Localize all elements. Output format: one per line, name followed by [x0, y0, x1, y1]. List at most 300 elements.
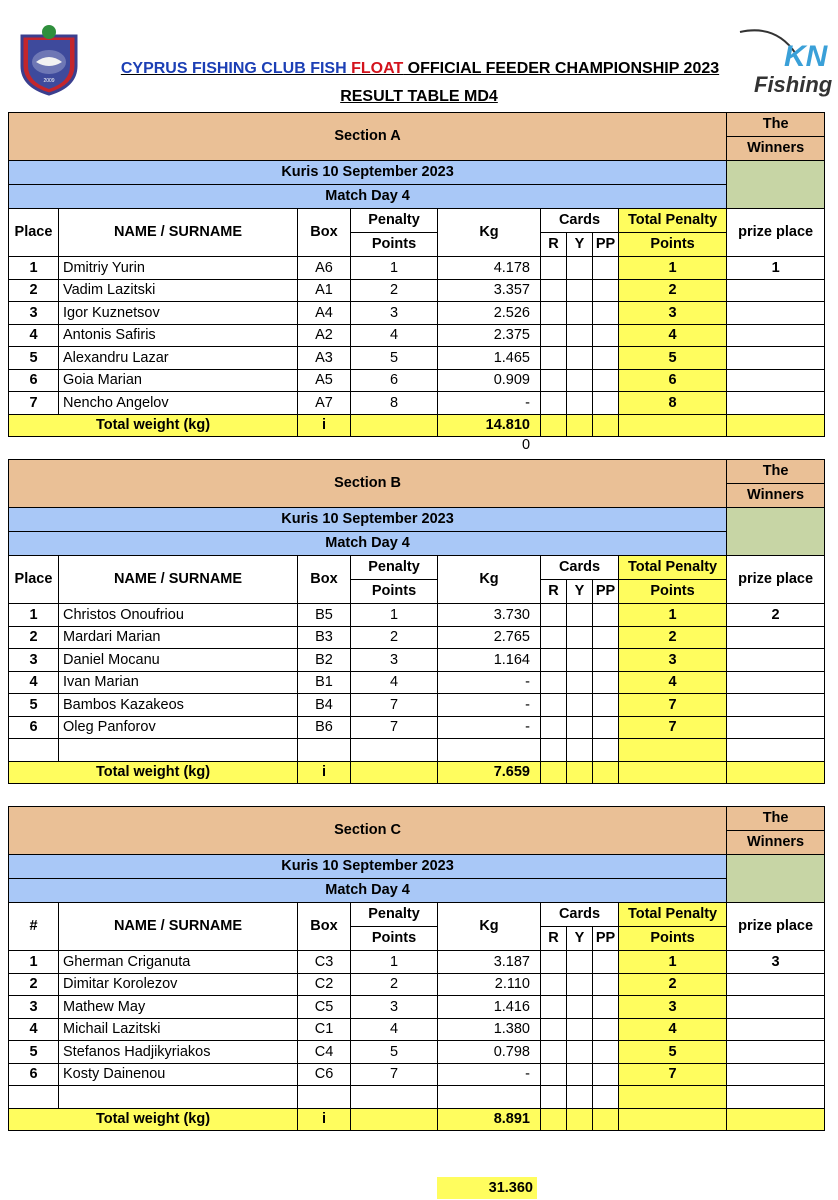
row-card-r — [541, 1018, 567, 1041]
col-box: Box — [298, 556, 351, 604]
row-total-penalty: 1 — [619, 604, 727, 627]
total-weight-label: Total weight (kg) — [9, 1108, 298, 1131]
col-name: NAME / SURNAME — [59, 903, 298, 951]
table-row — [9, 973, 825, 996]
row-penalty: 7 — [351, 694, 438, 717]
match-day: Match Day 4 — [9, 532, 727, 556]
row-kg: 1.380 — [438, 1018, 541, 1041]
row-name: Oleg Panforov — [59, 716, 298, 739]
col-card-y: Y — [567, 580, 593, 604]
row-card-y — [567, 716, 593, 739]
row-penalty: 2 — [351, 973, 438, 996]
svg-text:2009: 2009 — [43, 78, 55, 84]
row-penalty: 4 — [351, 671, 438, 694]
row-name: Gherman Criganuta — [59, 951, 298, 974]
row-box: C4 — [298, 1041, 351, 1064]
row-card-y — [567, 671, 593, 694]
col-kg: Kg — [438, 209, 541, 257]
row-place: 3 — [9, 996, 59, 1019]
row-name: Bambos Kazakeos — [59, 694, 298, 717]
table-row — [9, 716, 825, 739]
row-total-penalty: 2 — [619, 626, 727, 649]
row-card-pp — [593, 1063, 619, 1086]
row-penalty: 7 — [351, 716, 438, 739]
row-place: 1 — [9, 951, 59, 974]
row-kg: 1.465 — [438, 347, 541, 370]
table-row — [9, 951, 825, 974]
row-kg — [438, 1086, 541, 1109]
winners-green-cell — [727, 161, 825, 209]
row-name: Stefanos Hadjikyriakos — [59, 1041, 298, 1064]
row-prize — [727, 347, 825, 370]
col-penalty: Penalty — [351, 556, 438, 580]
col-prize: prize place — [727, 556, 825, 604]
row-box: B2 — [298, 649, 351, 672]
results-table-section — [8, 806, 825, 1131]
row-box: A6 — [298, 257, 351, 280]
col-cards: Cards — [541, 556, 619, 580]
row-card-y — [567, 302, 593, 325]
row-name: Igor Kuznetsov — [59, 302, 298, 325]
section-title: Section A — [9, 113, 727, 161]
row-card-r — [541, 626, 567, 649]
table-row — [9, 1086, 825, 1109]
col-penalty-2: Points — [351, 233, 438, 257]
row-card-r — [541, 324, 567, 347]
col-card-y: Y — [567, 233, 593, 257]
row-name: Goia Marian — [59, 369, 298, 392]
club-logo — [14, 22, 84, 96]
row-box: A5 — [298, 369, 351, 392]
row-box — [298, 739, 351, 762]
row-place: 1 — [9, 604, 59, 627]
row-total-penalty: 4 — [619, 1018, 727, 1041]
page-subtitle: RESULT TABLE MD4 — [340, 88, 498, 105]
row-card-pp — [593, 951, 619, 974]
row-card-r — [541, 1063, 567, 1086]
col-penalty: Penalty — [351, 209, 438, 233]
col-prize: prize place — [727, 903, 825, 951]
row-box: A3 — [298, 347, 351, 370]
row-card-r — [541, 739, 567, 762]
total-i: i — [298, 761, 351, 784]
row-card-pp — [593, 369, 619, 392]
match-day: Match Day 4 — [9, 879, 727, 903]
row-place: 3 — [9, 302, 59, 325]
col-total-penalty-2: Points — [619, 580, 727, 604]
row-name: Kosty Dainenou — [59, 1063, 298, 1086]
row-name: Antonis Safiris — [59, 324, 298, 347]
row-kg: - — [438, 671, 541, 694]
row-kg: 2.765 — [438, 626, 541, 649]
row-total-penalty: 3 — [619, 996, 727, 1019]
row-card-r — [541, 716, 567, 739]
row-penalty: 4 — [351, 324, 438, 347]
row-penalty: 8 — [351, 392, 438, 415]
row-card-y — [567, 626, 593, 649]
row-name: Dimitar Korolezov — [59, 973, 298, 996]
grand-total: 31.360 — [437, 1177, 537, 1199]
row-total-penalty: 1 — [619, 257, 727, 280]
row-place: 2 — [9, 973, 59, 996]
row-name: Michail Lazitski — [59, 1018, 298, 1041]
section-title: Section C — [9, 807, 727, 855]
row-total-penalty: 3 — [619, 302, 727, 325]
table-row — [9, 1041, 825, 1064]
row-total-penalty — [619, 739, 727, 762]
row-prize — [727, 1041, 825, 1064]
row-place: 2 — [9, 279, 59, 302]
row-name: Vadim Lazitski — [59, 279, 298, 302]
col-card-r: R — [541, 233, 567, 257]
table-row — [9, 604, 825, 627]
row-name: Ivan Marian — [59, 671, 298, 694]
results-table-section — [8, 112, 825, 437]
row-card-y — [567, 996, 593, 1019]
row-penalty: 1 — [351, 951, 438, 974]
row-card-y — [567, 392, 593, 415]
row-prize: 1 — [727, 257, 825, 280]
row-kg: 0.798 — [438, 1041, 541, 1064]
row-kg: 1.164 — [438, 649, 541, 672]
row-card-y — [567, 369, 593, 392]
row-prize — [727, 1018, 825, 1041]
row-place: 4 — [9, 671, 59, 694]
row-card-r — [541, 996, 567, 1019]
row-penalty: 7 — [351, 1063, 438, 1086]
row-box: B4 — [298, 694, 351, 717]
row-box: A7 — [298, 392, 351, 415]
row-total-penalty: 3 — [619, 649, 727, 672]
row-penalty: 5 — [351, 347, 438, 370]
match-date: Kuris 10 September 2023 — [9, 508, 727, 532]
col-card-r: R — [541, 927, 567, 951]
row-total-penalty — [619, 1086, 727, 1109]
row-penalty: 6 — [351, 369, 438, 392]
row-card-r — [541, 257, 567, 280]
page-title: CYPRUS FISHING CLUB FISH FLOAT OFFICIAL FEEDER CHAMPIONSHIP 2023 — [120, 60, 720, 77]
table-row — [9, 626, 825, 649]
row-card-pp — [593, 302, 619, 325]
row-card-y — [567, 649, 593, 672]
row-box — [298, 1086, 351, 1109]
col-total-penalty: Total Penalty — [619, 903, 727, 927]
row-prize — [727, 279, 825, 302]
row-total-penalty: 5 — [619, 347, 727, 370]
row-card-pp — [593, 1086, 619, 1109]
row-card-pp — [593, 257, 619, 280]
row-card-r — [541, 671, 567, 694]
col-total-penalty-2: Points — [619, 233, 727, 257]
winners-green-cell — [727, 855, 825, 903]
results-table-section — [8, 459, 825, 784]
table-row — [9, 694, 825, 717]
row-box: B3 — [298, 626, 351, 649]
col-card-y: Y — [567, 927, 593, 951]
row-prize: 3 — [727, 951, 825, 974]
col-card-pp: PP — [593, 580, 619, 604]
row-prize — [727, 302, 825, 325]
col-cards: Cards — [541, 209, 619, 233]
row-card-pp — [593, 1018, 619, 1041]
table-row — [9, 257, 825, 280]
row-total-penalty: 7 — [619, 1063, 727, 1086]
row-total-penalty: 5 — [619, 1041, 727, 1064]
row-prize — [727, 324, 825, 347]
row-total-penalty: 1 — [619, 951, 727, 974]
row-name: Daniel Mocanu — [59, 649, 298, 672]
row-place: 6 — [9, 369, 59, 392]
row-card-y — [567, 1063, 593, 1086]
row-place: 6 — [9, 1063, 59, 1086]
col-penalty-2: Points — [351, 580, 438, 604]
total-i: i — [298, 1108, 351, 1131]
row-card-y — [567, 1041, 593, 1064]
col-total-penalty: Total Penalty — [619, 556, 727, 580]
row-box: C1 — [298, 1018, 351, 1041]
row-place: 7 — [9, 392, 59, 415]
row-place: 1 — [9, 257, 59, 280]
row-prize — [727, 694, 825, 717]
row-name — [59, 739, 298, 762]
row-card-pp — [593, 347, 619, 370]
col-card-r: R — [541, 580, 567, 604]
row-box: B1 — [298, 671, 351, 694]
row-card-r — [541, 369, 567, 392]
row-card-y — [567, 1018, 593, 1041]
table-row — [9, 347, 825, 370]
row-card-pp — [593, 1041, 619, 1064]
row-name: Dmitriy Yurin — [59, 257, 298, 280]
col-cards: Cards — [541, 903, 619, 927]
table-row — [9, 739, 825, 762]
table-row — [9, 279, 825, 302]
row-box: A1 — [298, 279, 351, 302]
row-card-r — [541, 649, 567, 672]
row-card-r — [541, 279, 567, 302]
winners-green-cell — [727, 508, 825, 556]
row-kg: 2.526 — [438, 302, 541, 325]
row-prize — [727, 716, 825, 739]
row-place: 3 — [9, 649, 59, 672]
row-card-pp — [593, 973, 619, 996]
row-prize — [727, 671, 825, 694]
row-prize — [727, 626, 825, 649]
row-place: 6 — [9, 716, 59, 739]
col-card-pp: PP — [593, 233, 619, 257]
row-card-pp — [593, 649, 619, 672]
winners-header-2: Winners — [727, 484, 825, 508]
row-box: B5 — [298, 604, 351, 627]
row-prize — [727, 996, 825, 1019]
table-row — [9, 1018, 825, 1041]
row-card-pp — [593, 694, 619, 717]
row-prize — [727, 392, 825, 415]
col-card-pp: PP — [593, 927, 619, 951]
match-date: Kuris 10 September 2023 — [9, 855, 727, 879]
row-penalty: 3 — [351, 302, 438, 325]
row-prize — [727, 649, 825, 672]
col-prize: prize place — [727, 209, 825, 257]
total-i: i — [298, 414, 351, 437]
total-weight-value: 14.810 — [438, 414, 541, 437]
row-place: 5 — [9, 694, 59, 717]
row-box: C6 — [298, 1063, 351, 1086]
row-card-y — [567, 604, 593, 627]
row-prize: 2 — [727, 604, 825, 627]
row-card-pp — [593, 604, 619, 627]
row-penalty: 5 — [351, 1041, 438, 1064]
row-box: A2 — [298, 324, 351, 347]
row-total-penalty: 2 — [619, 973, 727, 996]
row-card-r — [541, 347, 567, 370]
col-name: NAME / SURNAME — [59, 209, 298, 257]
row-name: Nencho Angelov — [59, 392, 298, 415]
row-penalty: 1 — [351, 604, 438, 627]
row-card-pp — [593, 739, 619, 762]
table-row — [9, 369, 825, 392]
row-penalty: 1 — [351, 257, 438, 280]
row-card-y — [567, 951, 593, 974]
row-name — [59, 1086, 298, 1109]
table-row — [9, 671, 825, 694]
logo-fishing-text: Fishing — [754, 72, 832, 97]
row-place — [9, 739, 59, 762]
row-name: Mardari Marian — [59, 626, 298, 649]
row-card-y — [567, 347, 593, 370]
row-place — [9, 1086, 59, 1109]
row-card-pp — [593, 324, 619, 347]
col-place: # — [9, 903, 59, 951]
row-place: 2 — [9, 626, 59, 649]
row-kg: 3.730 — [438, 604, 541, 627]
row-place: 4 — [9, 324, 59, 347]
table-row — [9, 324, 825, 347]
row-place: 5 — [9, 347, 59, 370]
row-kg: - — [438, 716, 541, 739]
row-kg: 4.178 — [438, 257, 541, 280]
row-card-y — [567, 1086, 593, 1109]
row-penalty: 3 — [351, 996, 438, 1019]
row-card-y — [567, 973, 593, 996]
row-total-penalty: 8 — [619, 392, 727, 415]
row-penalty: 4 — [351, 1018, 438, 1041]
row-card-pp — [593, 671, 619, 694]
row-name: Christos Onoufriou — [59, 604, 298, 627]
total-weight-label: Total weight (kg) — [9, 761, 298, 784]
row-kg: 2.375 — [438, 324, 541, 347]
row-prize — [727, 739, 825, 762]
winners-header: The — [727, 113, 825, 137]
row-prize — [727, 1063, 825, 1086]
row-place: 4 — [9, 1018, 59, 1041]
row-card-y — [567, 324, 593, 347]
row-penalty: 3 — [351, 649, 438, 672]
row-card-y — [567, 694, 593, 717]
table-row — [9, 392, 825, 415]
row-box: C5 — [298, 996, 351, 1019]
col-box: Box — [298, 903, 351, 951]
col-kg: Kg — [438, 556, 541, 604]
col-total-penalty-2: Points — [619, 927, 727, 951]
row-box: A4 — [298, 302, 351, 325]
row-card-pp — [593, 626, 619, 649]
total-weight-label: Total weight (kg) — [9, 414, 298, 437]
row-card-r — [541, 951, 567, 974]
col-total-penalty: Total Penalty — [619, 209, 727, 233]
row-name: Mathew May — [59, 996, 298, 1019]
row-prize — [727, 1086, 825, 1109]
row-card-pp — [593, 996, 619, 1019]
match-day: Match Day 4 — [9, 185, 727, 209]
col-penalty: Penalty — [351, 903, 438, 927]
col-kg: Kg — [438, 903, 541, 951]
section-title: Section B — [9, 460, 727, 508]
row-box: C3 — [298, 951, 351, 974]
col-place: Place — [9, 556, 59, 604]
row-kg — [438, 739, 541, 762]
row-kg: 1.416 — [438, 996, 541, 1019]
table-row — [9, 649, 825, 672]
row-penalty — [351, 739, 438, 762]
row-card-y — [567, 257, 593, 280]
row-box: C2 — [298, 973, 351, 996]
row-penalty: 2 — [351, 626, 438, 649]
winners-header: The — [727, 460, 825, 484]
row-kg: - — [438, 392, 541, 415]
total-weight-value: 8.891 — [438, 1108, 541, 1131]
table-row — [9, 302, 825, 325]
row-kg: 0.909 — [438, 369, 541, 392]
row-card-r — [541, 973, 567, 996]
winners-header-2: Winners — [727, 137, 825, 161]
row-name: Alexandru Lazar — [59, 347, 298, 370]
winners-header-2: Winners — [727, 831, 825, 855]
row-card-pp — [593, 716, 619, 739]
row-card-r — [541, 392, 567, 415]
row-place: 5 — [9, 1041, 59, 1064]
row-card-y — [567, 739, 593, 762]
row-card-y — [567, 279, 593, 302]
row-card-r — [541, 1086, 567, 1109]
col-name: NAME / SURNAME — [59, 556, 298, 604]
row-kg: 3.187 — [438, 951, 541, 974]
table-row — [9, 1063, 825, 1086]
row-kg: - — [438, 1063, 541, 1086]
row-penalty — [351, 1086, 438, 1109]
row-card-r — [541, 694, 567, 717]
row-kg: 3.357 — [438, 279, 541, 302]
row-prize — [727, 973, 825, 996]
logo-kn-text: KN — [784, 40, 828, 73]
row-total-penalty: 4 — [619, 671, 727, 694]
between-sections-value: 0 — [522, 437, 531, 453]
row-kg: 2.110 — [438, 973, 541, 996]
row-kg: - — [438, 694, 541, 717]
row-card-r — [541, 1041, 567, 1064]
col-penalty-2: Points — [351, 927, 438, 951]
row-total-penalty: 6 — [619, 369, 727, 392]
match-date: Kuris 10 September 2023 — [9, 161, 727, 185]
row-total-penalty: 7 — [619, 716, 727, 739]
row-total-penalty: 7 — [619, 694, 727, 717]
total-weight-value: 7.659 — [438, 761, 541, 784]
row-box: B6 — [298, 716, 351, 739]
col-box: Box — [298, 209, 351, 257]
row-card-r — [541, 604, 567, 627]
row-penalty: 2 — [351, 279, 438, 302]
col-place: Place — [9, 209, 59, 257]
